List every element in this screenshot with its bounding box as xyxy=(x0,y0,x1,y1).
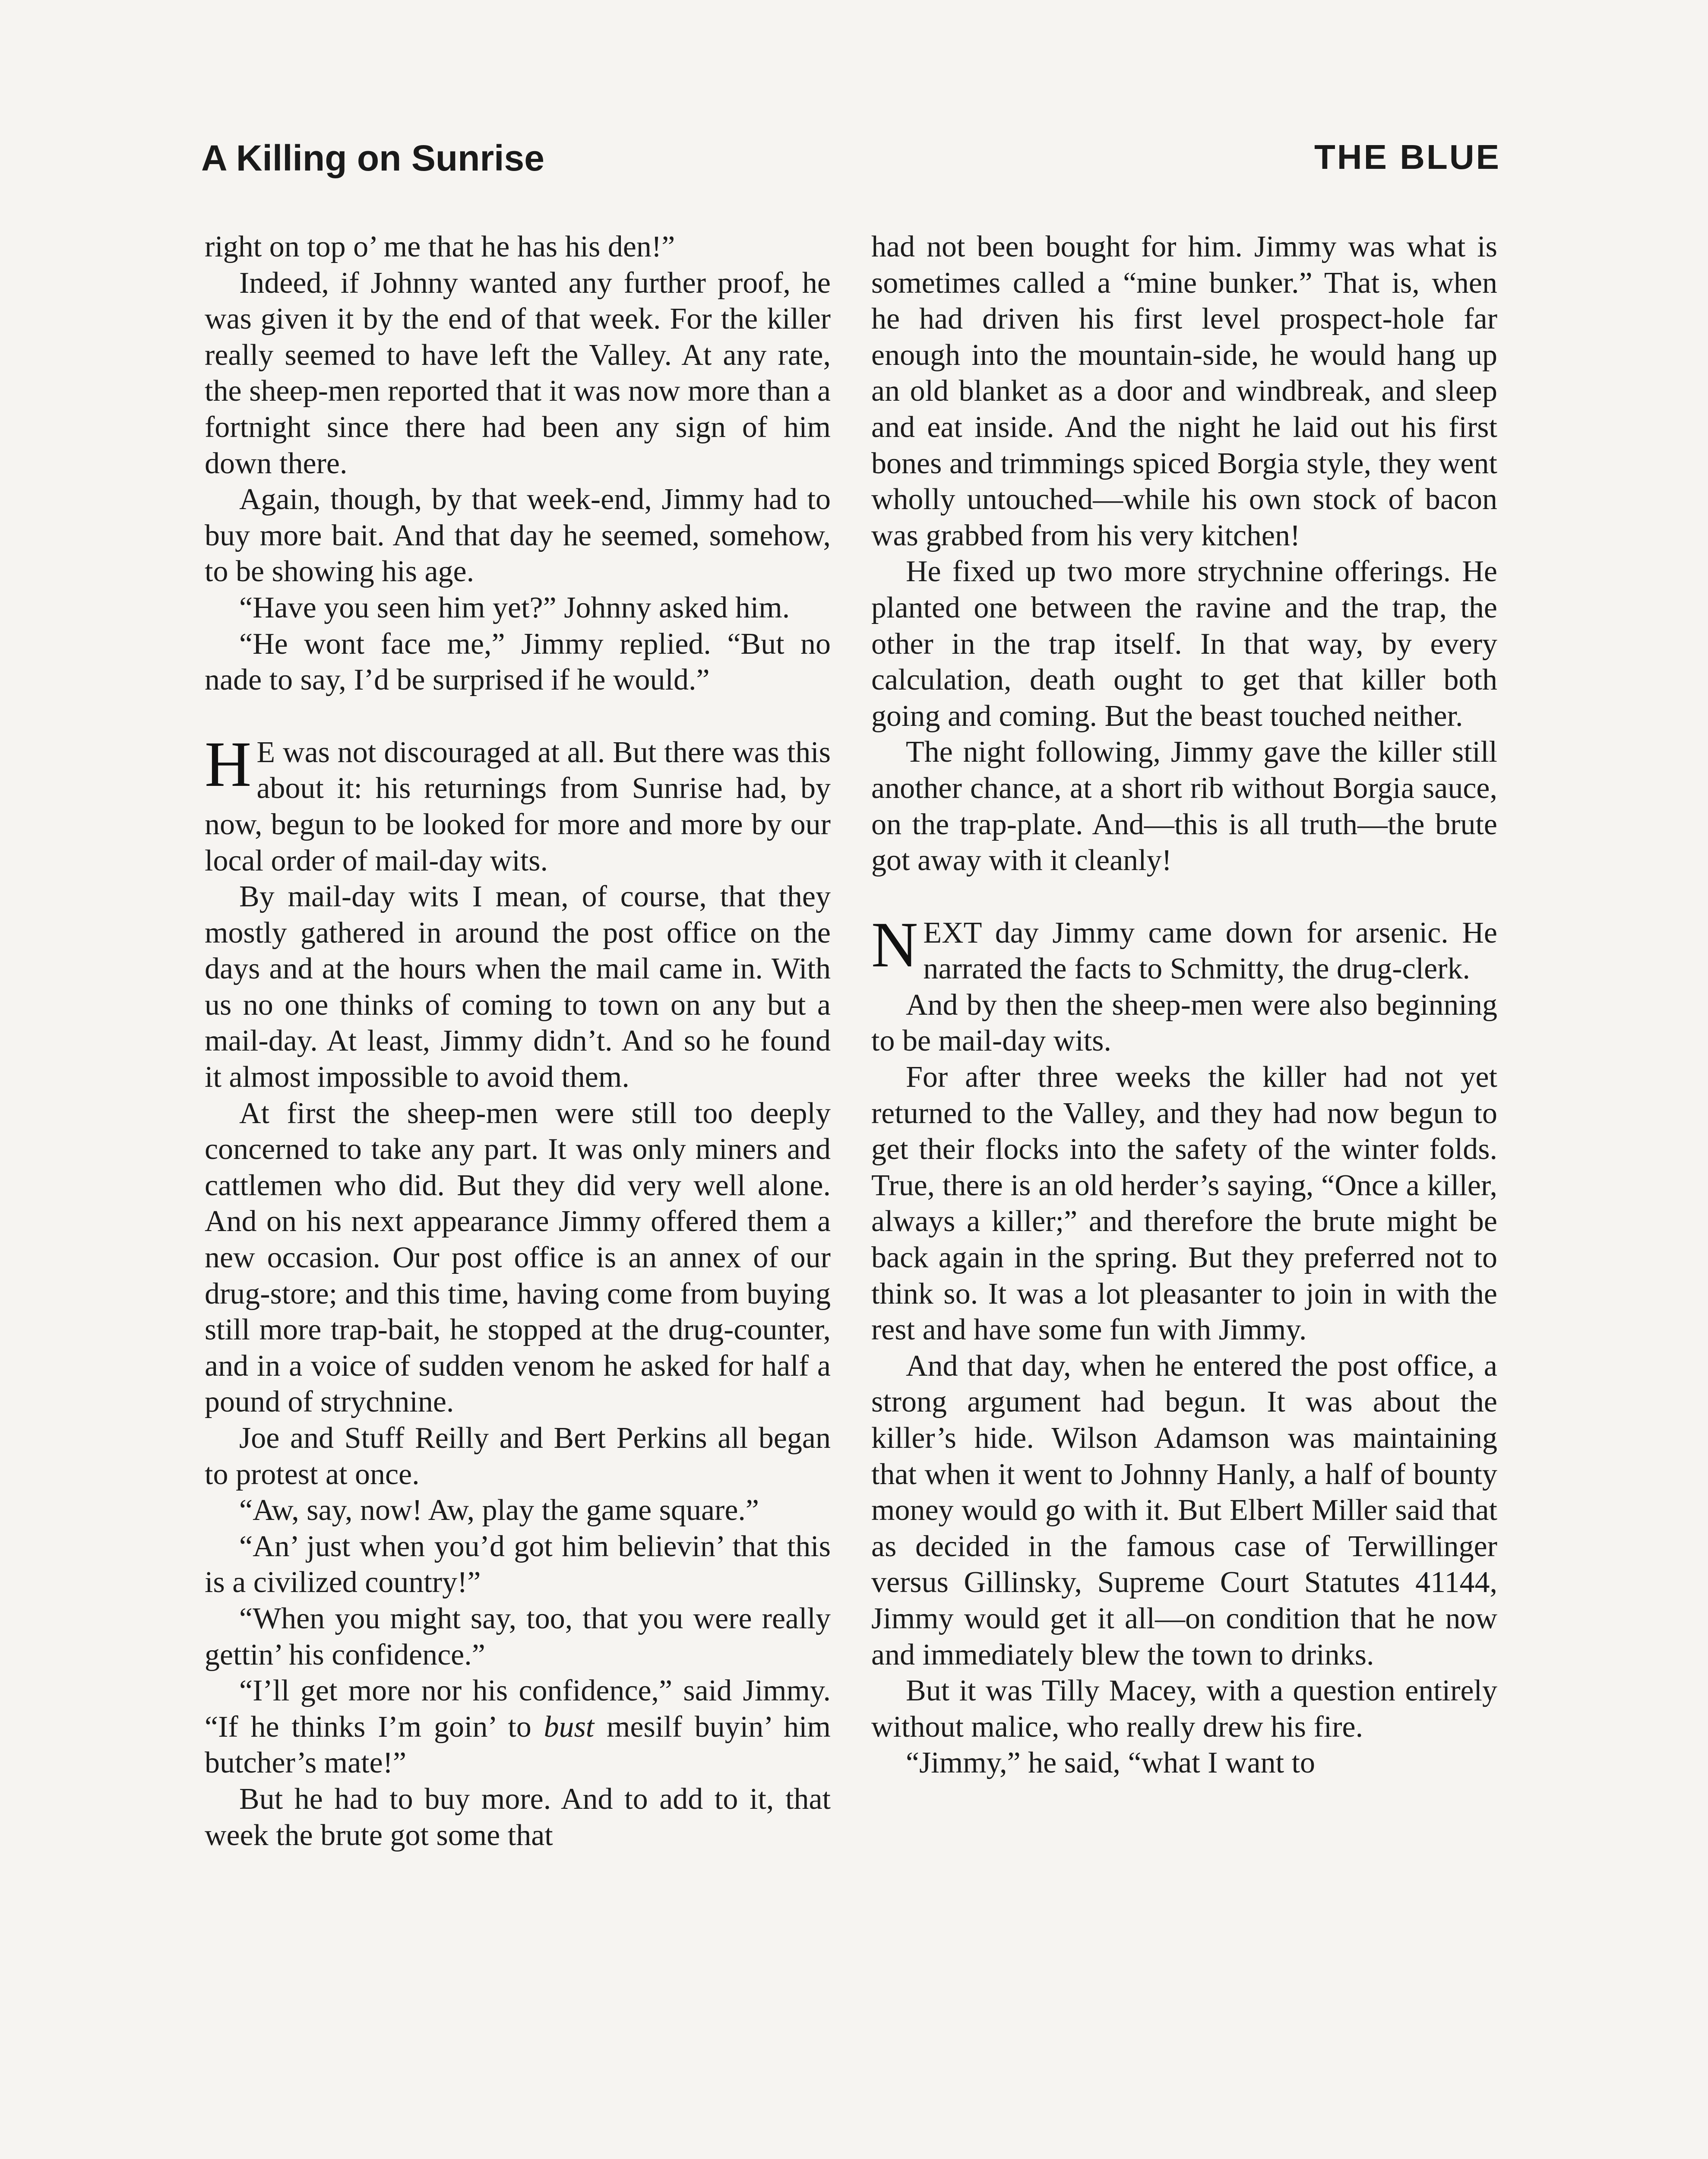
paragraph: had not been bought for him. Jimmy was what is sometimes called a “mine bunker.” That is, when he had driven his first level prospect-hole far enough into the mountain-side, he would hang up an old blanket as a door and windbreak, and sleep and eat inside. And the night he laid out his first bones and trimmings spiced Borgia style, they went wholly untouched—while his own stock of bacon was grabbed from his very kitchen! xyxy=(871,230,1497,552)
paragraph: At first the sheep-men were still too deeply concerned to take any part. It was only miners and cattlemen who did. But they did very well alone. And on his next appearance Jimmy offered them a new occasion. Our post office is an annex of our drug-store; and this time, having come from buying still more trap-bait, he stopped at the drug-counter, and in a voice of sudden venom he asked for half a pound of strychnine. xyxy=(205,1096,831,1419)
paragraph: “When you might say, too, that you were really gettin’ his confidence.” xyxy=(205,1602,831,1671)
drop-cap: N xyxy=(871,909,918,981)
paragraph: “Jimmy,” he said, “what I want to xyxy=(906,1746,1315,1780)
right-column xyxy=(871,229,1497,1781)
paragraph-text: “I’ll get more nor his confidence,” said Jimmy. “If he thinks I’m goin’ to xyxy=(205,1674,831,1744)
drop-cap: H xyxy=(205,728,252,800)
paragraph: Indeed, if Johnny wanted any further proof, he was given it by the end of that week. For the killer really seemed to have left the Valley. At any rate, the sheep-men reported that it was now more than a fortnight since there had been any sign of him down there. xyxy=(205,266,831,480)
paragraph-text: EXT day Jimmy came down for arsenic. He narrated the facts to Schmitty, the drug-clerk. xyxy=(923,916,1497,986)
paragraph: He fixed up two more strychnine offerings. He planted one between the ravine and the trap, the other in the trap itself. In that way, by every calculation, death ought to get that killer both going and coming. But the beast touched neither. xyxy=(871,555,1497,733)
story-title: A Killing on Sunrise xyxy=(201,138,544,178)
page-header xyxy=(201,137,1501,198)
paragraph: For after three weeks the killer had not yet returned to the Valley, and they had now begun to get their flocks into the safety of the winter folds. True, there is an old herder’s saying, “Once a killer, always a killer;” and therefore the brute might be back again in the spring. But they preferred not to think so. It was a lot pleasanter to join in with the rest and have some fun with Jimmy. xyxy=(871,1061,1497,1347)
left-column xyxy=(205,229,831,1853)
paragraph xyxy=(205,1673,831,1781)
paragraph: Joe and Stuff Reilly and Bert Perkins all began to protest at once. xyxy=(205,1421,831,1491)
paragraph: “Aw, say, now! Aw, play the game square.” xyxy=(239,1494,759,1527)
paragraph: Again, though, by that week-end, Jimmy had to buy more bait. And that day he seemed, somehow, to be showing his age. xyxy=(205,483,831,589)
paragraph: And that day, when he entered the post office, a strong argument had begun. It was about the killer’s hide. Wilson Adamson was maintaining that when it went to Johnny Hanly, a half of bounty money would go with it. But Elbert Miller said that as decided in the famous case of Terwillinger versus Gillinsky, Supreme Court Statutes 41144, Jimmy would get it all—on condition that he now and immediately blew the town to drinks. xyxy=(871,1349,1497,1671)
paragraph: But he had to buy more. And to add to it, that week the brute got some that xyxy=(205,1782,831,1852)
paragraph: The night following, Jimmy gave the killer still another chance, at a short rib without Borgia sauce, on the trap-plate. And—this is all truth—the brute got away with it cleanly! xyxy=(871,735,1497,877)
section-paragraph xyxy=(871,909,1497,987)
emphasized-word: bust xyxy=(544,1710,595,1744)
paragraph: “An’ just when you’d got him believin’ that this is a civilized country!” xyxy=(205,1529,831,1599)
paragraph: And by then the sheep-men were also beginning to be mail-day wits. xyxy=(871,988,1497,1058)
paragraph: But it was Tilly Macey, with a question entirely without malice, who really drew his fire. xyxy=(871,1674,1497,1744)
paragraph: “He wont face me,” Jimmy replied. “But no nade to say, I’d be surprised if he would.” xyxy=(205,627,831,697)
paragraph: By mail-day wits I mean, of course, that they mostly gathered in around the post office on the days and at the hours when the mail came in. With us no one thinks of coming to town on any but a mail-day. At least, Jimmy didn’t. And so he found it almost impossible to avoid them. xyxy=(205,880,831,1094)
section-paragraph xyxy=(205,728,831,879)
paragraph-text: mesilf buyin’ him butcher’s mate!” xyxy=(205,1710,831,1780)
paragraph: “Have you seen him yet?” Johnny asked him. xyxy=(239,591,790,624)
paragraph-text: E was not discouraged at all. But there was this about it: his returnings from Sunrise had, by now, begun to be looked for more and more by our local order of mail-day wits. xyxy=(205,735,831,877)
paragraph: right on top o’ me that he has his den!” xyxy=(205,230,675,263)
magazine-name: THE BLUE xyxy=(1314,138,1501,176)
